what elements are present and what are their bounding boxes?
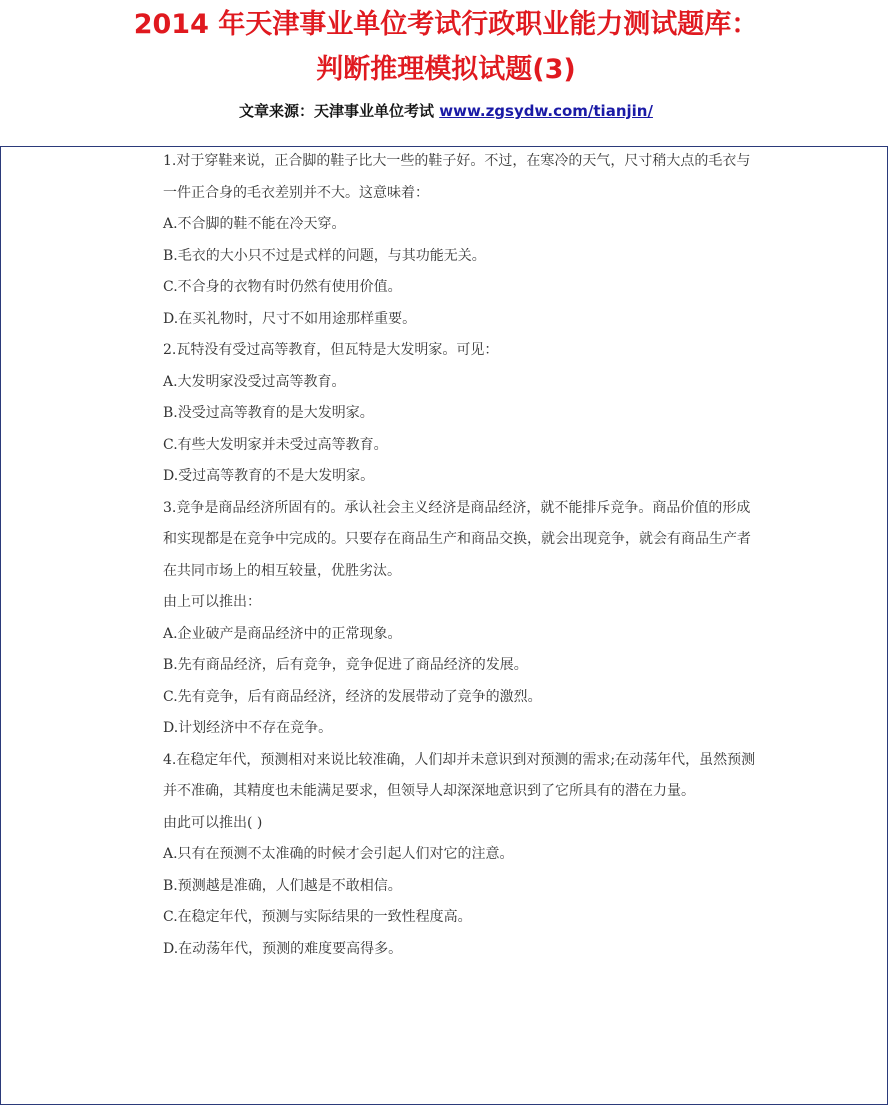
q3-stem: 3.竞争是商品经济所固有的。承认社会主义经济是商品经济，就不能排斥竞争。商品价值的形成和实现都是在竞争中完成的。只要存在商品生产和商品交换，就会出现竞争，就会有商品生产者在共同市场上的相互较量，优胜劣汰。 — [163, 499, 751, 579]
q3-prompt: 由上可以推出： — [163, 594, 261, 610]
q4-stem: 4.在稳定年代，预测相对来说比较准确，人们却并未意识到对预测的需求;在动荡年代，虽然预测并不准确，其精度也未能满足要求，但领导人却深深地意识到了它所具有的潜在力量。 — [163, 751, 756, 799]
q1-option-a: A.不合脚的鞋不能在冷天穿。 — [163, 216, 346, 232]
q3-option-a: A.企业破产是商品经济中的正常现象。 — [163, 625, 402, 642]
q3-option-b: B.先有商品经济，后有竞争，竞争促进了商品经济的发展。 — [163, 657, 528, 673]
q4-prompt: 由此可以推出( ) — [163, 814, 263, 831]
q4-option-c: C.在稳定年代，预测与实际结果的一致性程度高。 — [163, 909, 472, 925]
source-label: 文章来源：天津事业单位考试 — [239, 102, 440, 120]
q4-option-a: A.只有在预测不太准确的时候才会引起人们对它的注意。 — [163, 846, 514, 862]
q2-option-d: D.受过高等教育的不是大发明家。 — [163, 468, 375, 484]
q4-option-b: B.预测越是准确，人们越是不敢相信。 — [163, 877, 402, 894]
q1-option-d: D.在买礼物时，尺寸不如用途那样重要。 — [163, 310, 417, 327]
q1-stem: 1.对于穿鞋来说，正合脚的鞋子比大一些的鞋子好。不过，在寒冷的天气，尺寸稍大点的毛衣与一件正合身的毛衣差别并不大。这意味着： — [163, 153, 751, 201]
q1-option-b: B.毛衣的大小只不过是式样的问题，与其功能无关。 — [163, 247, 486, 264]
q2-option-c: C.有些大发明家并未受过高等教育。 — [163, 436, 388, 453]
q3-option-d: D.计划经济中不存在竞争。 — [163, 720, 333, 736]
article-source — [0, 100, 892, 121]
q4-option-d: D.在动荡年代，预测的难度要高得多。 — [163, 940, 403, 957]
question-list — [134, 146, 764, 965]
q1-option-c: C.不合身的衣物有时仍然有使用价值。 — [163, 279, 402, 295]
q2-option-b: B.没受过高等教育的是大发明家。 — [163, 405, 374, 421]
document-title-line1: 2014 年天津事业单位考试行政职业能力测试题库： — [133, 9, 759, 40]
q2-option-a: A.大发明家没受过高等教育。 — [163, 373, 346, 390]
source-link[interactable]: www.zgsydw.com/tianjin/ — [439, 102, 653, 120]
q3-option-c: C.先有竞争，后有商品经济，经济的发展带动了竞争的激烈。 — [163, 688, 542, 705]
document-title-line2: 判断推理模拟试题(3) — [316, 54, 576, 85]
q2-stem: 2.瓦特没有受过高等教育，但瓦特是大发明家。可见： — [163, 342, 499, 358]
